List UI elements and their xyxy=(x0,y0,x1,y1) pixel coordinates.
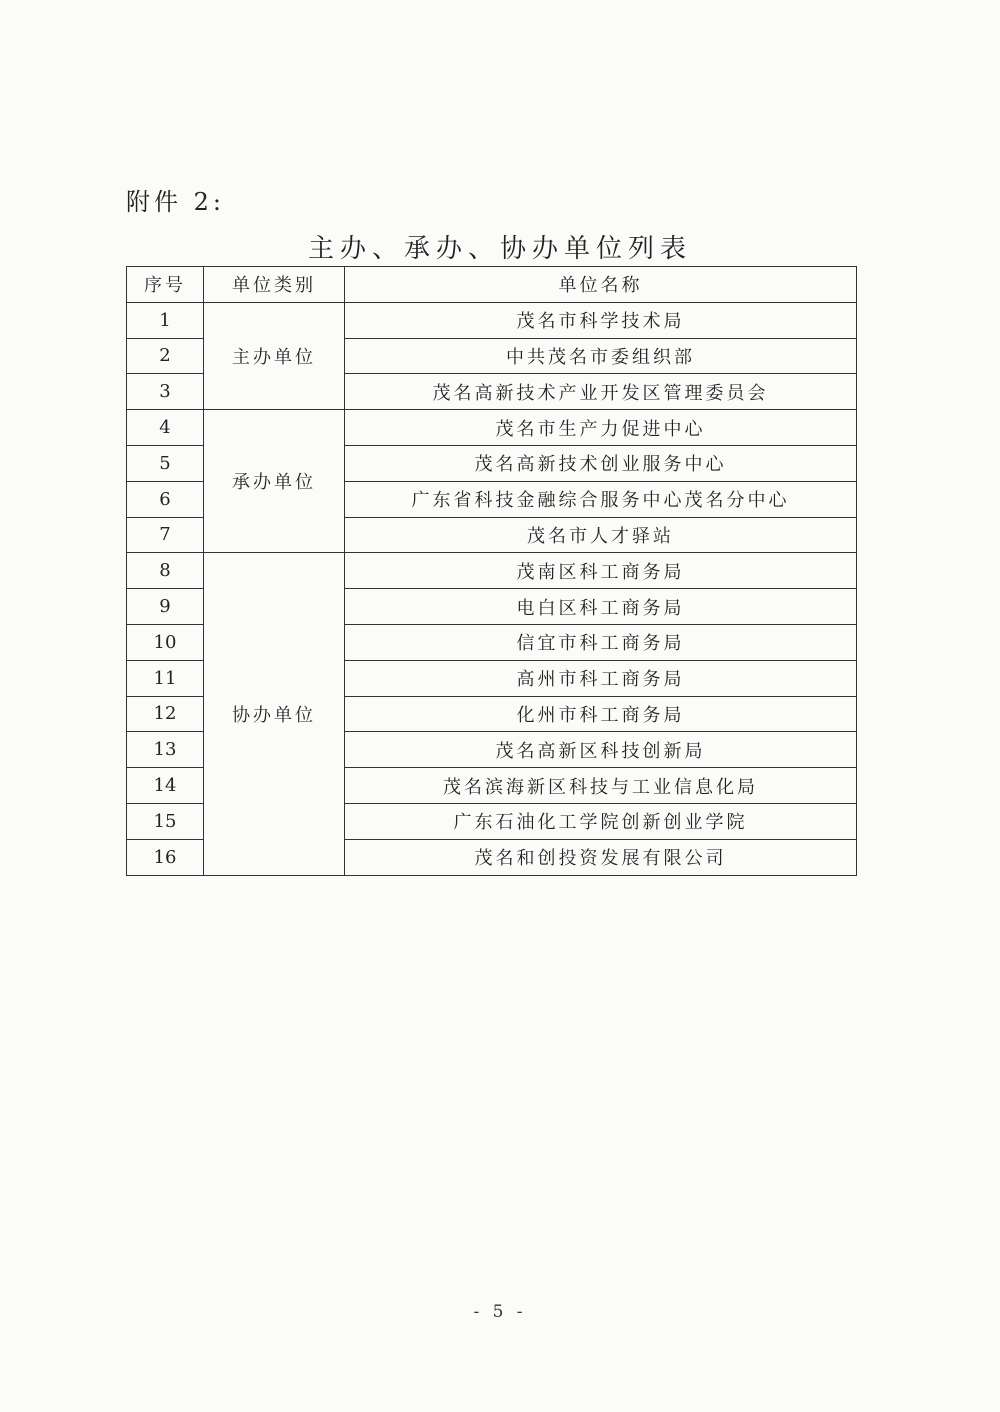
row-serial-number: 14 xyxy=(127,768,204,804)
page-title: 主办、承办、协办单位列表 xyxy=(307,234,692,264)
unit-name: 信宜市科工商务局 xyxy=(345,624,857,660)
unit-table-container xyxy=(126,266,856,876)
unit-name: 电白区科工商务局 xyxy=(345,589,857,625)
unit-name: 茂名市生产力促进中心 xyxy=(345,410,857,446)
unit-category: 协办单位 xyxy=(204,553,345,875)
unit-name: 茂南区科工商务局 xyxy=(345,553,857,589)
header-unit-name: 单位名称 xyxy=(345,267,857,303)
unit-name: 中共茂名市委组织部 xyxy=(345,338,857,374)
unit-name: 茂名和创投资发展有限公司 xyxy=(345,839,857,875)
unit-category: 承办单位 xyxy=(204,410,345,553)
unit-name: 茂名高新技术创业服务中心 xyxy=(345,445,857,481)
attachment-label: 附件 2: xyxy=(126,188,225,216)
row-serial-number: 11 xyxy=(127,660,204,696)
row-serial-number: 8 xyxy=(127,553,204,589)
unit-name: 茂名滨海新区科技与工业信息化局 xyxy=(345,768,857,804)
row-serial-number: 5 xyxy=(127,445,204,481)
row-serial-number: 15 xyxy=(127,803,204,839)
header-serial: 序号 xyxy=(127,267,204,303)
row-serial-number: 3 xyxy=(127,374,204,410)
page-number: - 5 - xyxy=(473,1302,527,1322)
unit-category: 主办单位 xyxy=(204,302,345,409)
table-body xyxy=(127,302,857,875)
row-serial-number: 16 xyxy=(127,839,204,875)
row-serial-number: 9 xyxy=(127,589,204,625)
header-category: 单位类别 xyxy=(204,267,345,303)
table-row xyxy=(127,302,857,338)
unit-name: 化州市科工商务局 xyxy=(345,696,857,732)
table-header-row xyxy=(127,267,857,303)
table-row xyxy=(127,410,857,446)
unit-name: 茂名高新区科技创新局 xyxy=(345,732,857,768)
row-serial-number: 12 xyxy=(127,696,204,732)
row-serial-number: 10 xyxy=(127,624,204,660)
unit-name: 广东石油化工学院创新创业学院 xyxy=(345,803,857,839)
row-serial-number: 2 xyxy=(127,338,204,374)
row-serial-number: 7 xyxy=(127,517,204,553)
unit-name: 茂名高新技术产业开发区管理委员会 xyxy=(345,374,857,410)
table-row xyxy=(127,553,857,589)
row-serial-number: 1 xyxy=(127,302,204,338)
unit-name: 茂名市人才驿站 xyxy=(345,517,857,553)
row-serial-number: 13 xyxy=(127,732,204,768)
unit-name: 茂名市科学技术局 xyxy=(345,302,857,338)
row-serial-number: 6 xyxy=(127,481,204,517)
unit-table xyxy=(126,266,857,876)
unit-name: 高州市科工商务局 xyxy=(345,660,857,696)
row-serial-number: 4 xyxy=(127,410,204,446)
unit-name: 广东省科技金融综合服务中心茂名分中心 xyxy=(345,481,857,517)
